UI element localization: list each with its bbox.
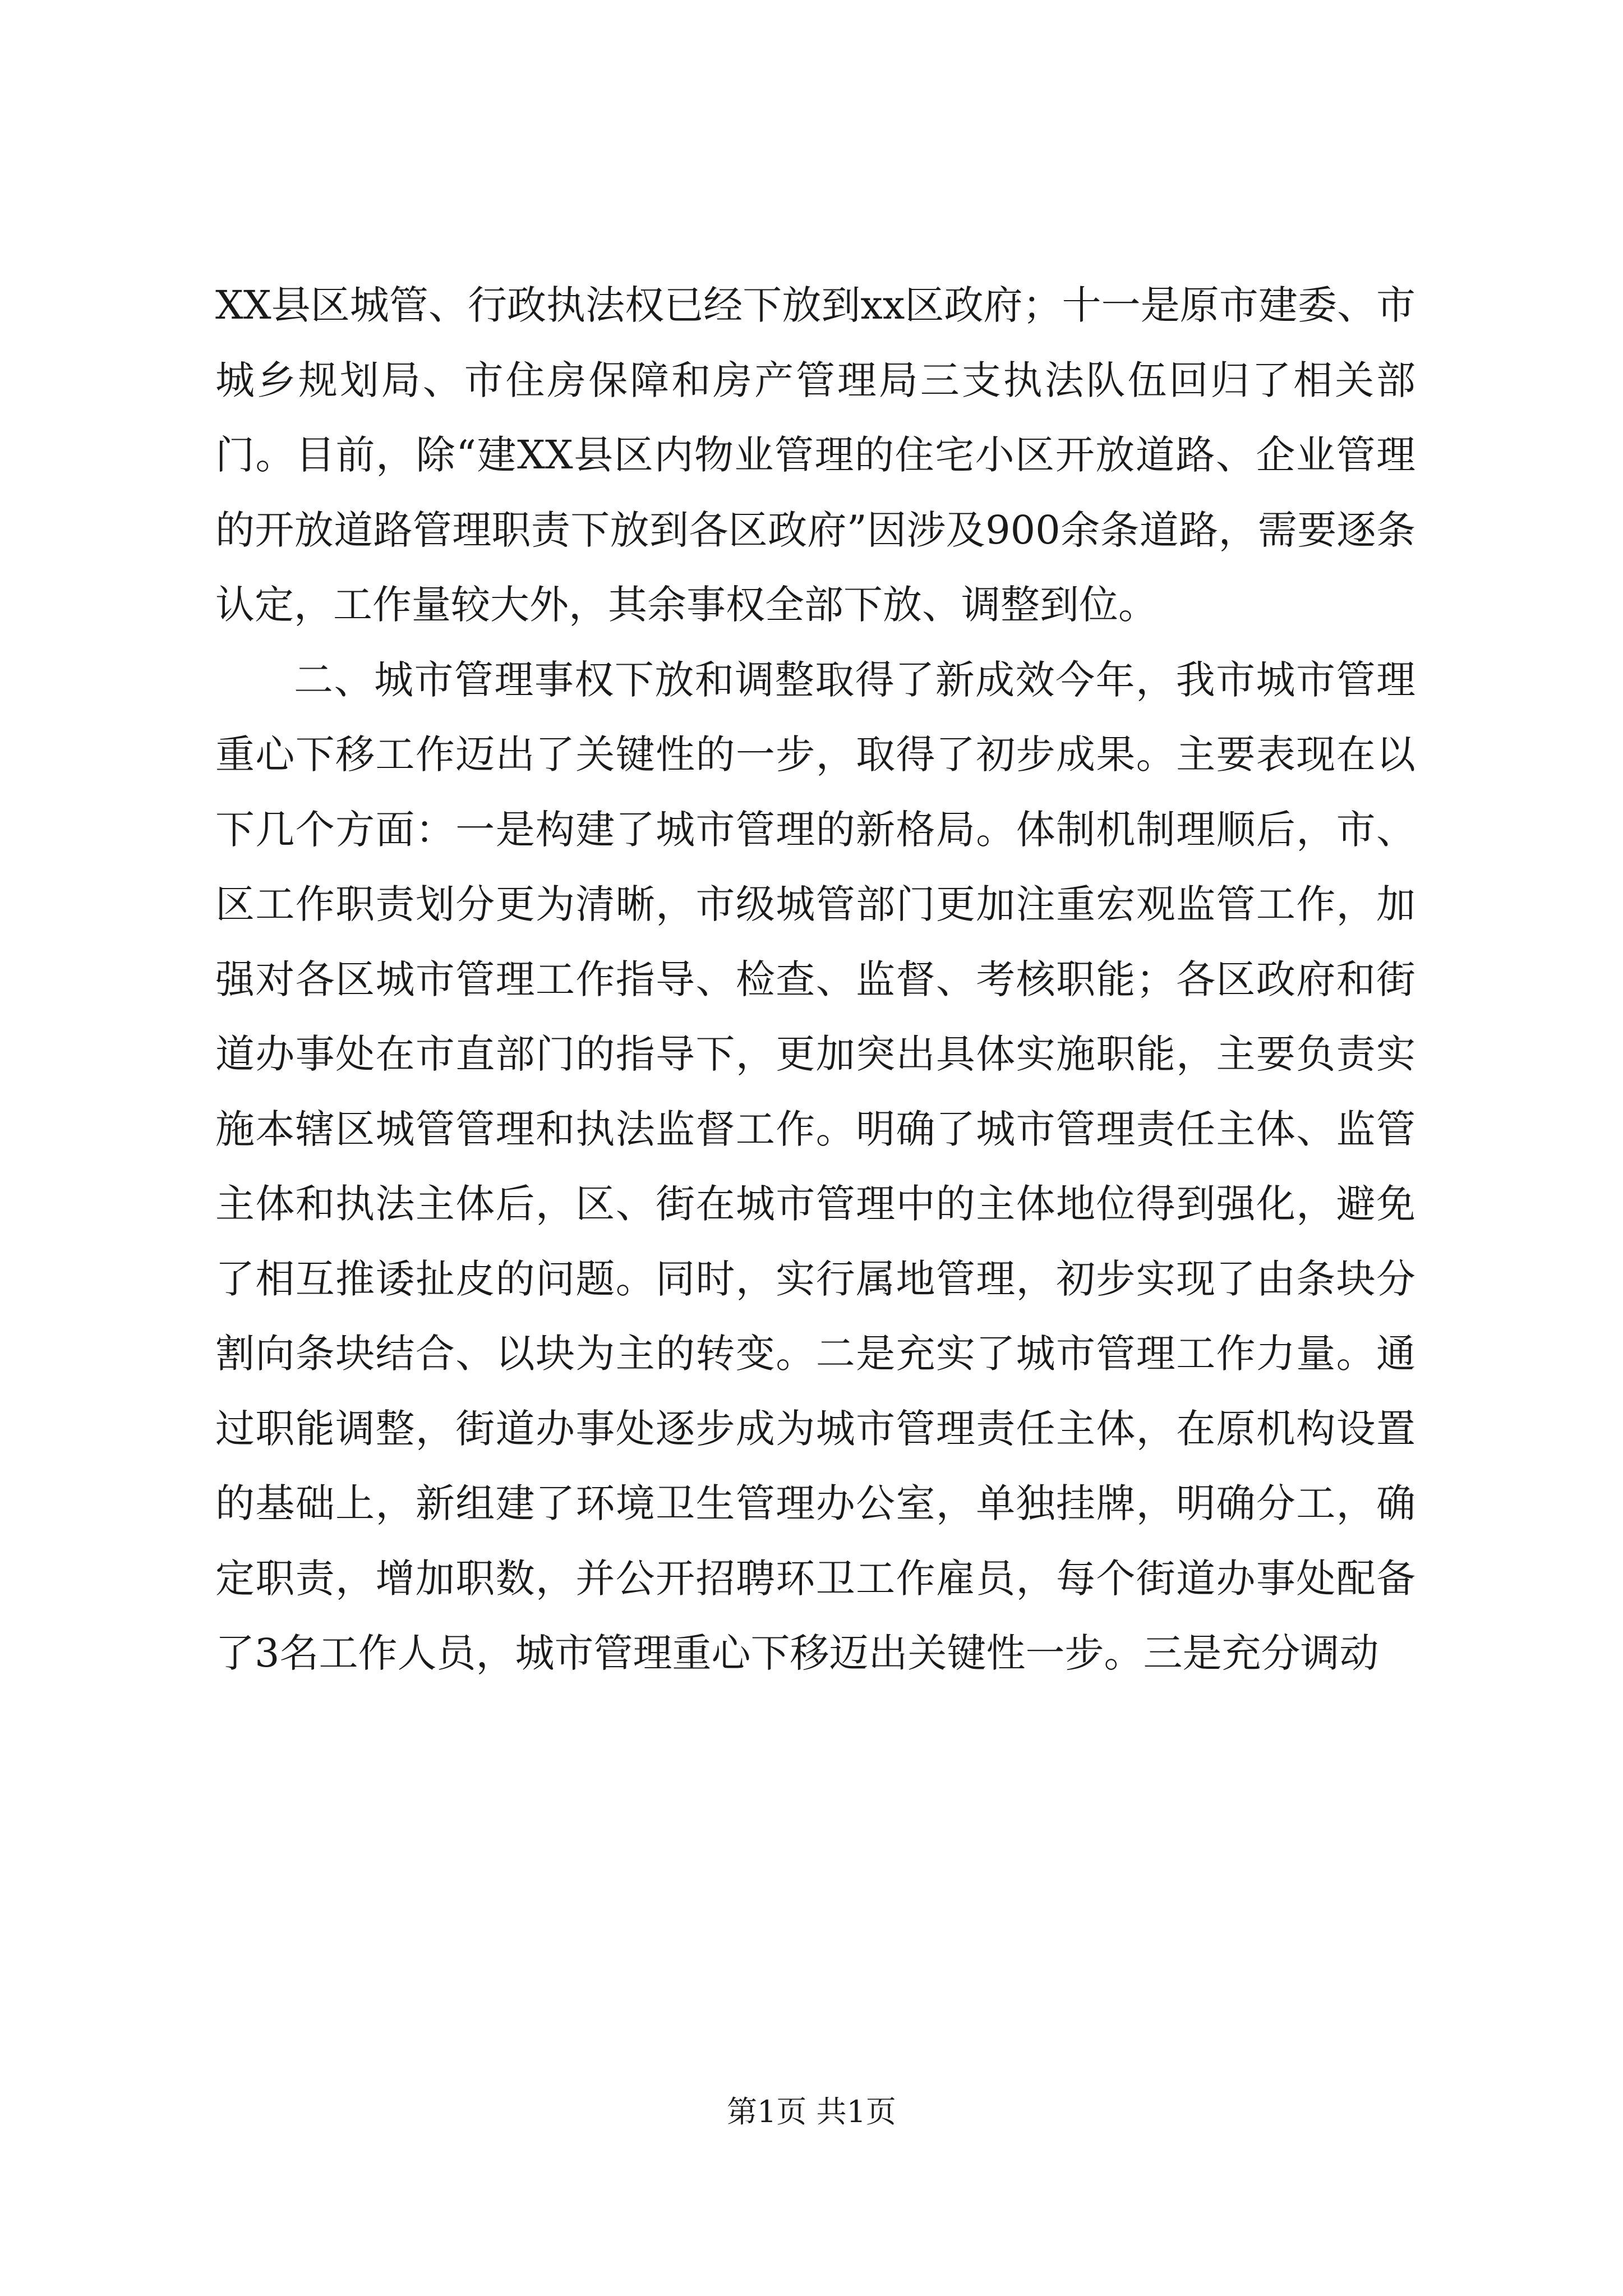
page-footer [0,2092,1623,2132]
page-number-label: 第1页 共1页 [727,2094,896,2129]
paragraph-continuation: XX县区城管、行政执法权已经下放到xx区政府；十一是原市建委、市城乡规划局、市住房保障和房产管理局三支执法队伍回归了相关部门。目前，除“建XX县区内物业管理的住宅小区开放道路、企业管理的开放道路管理职责下放到各区政府”因涉及900余条道路，需要逐条认定，工作量较大外，其余事权全部下放、调整到位。 [215,282,1415,628]
document-body [215,268,1415,1691]
paragraph-section-two: 二、城市管理事权下放和调整取得了新成效今年，我市城市管理重心下移工作迈出了关键性的一步，取得了初步成果。主要表现在以下几个方面：一是构建了城市管理的新格局。体制机制理顺后，市、区工作职责划分更为清晰，市级城管部门更加注重宏观监管工作，加强对各区城市管理工作指导、检查、监督、考核职能；各区政府和街道办事处在市直部门的指导下，更加突出具体实施职能，主要负责实施本辖区城管管理和执法监督工作。明确了城市管理责任主体、监管主体和执法主体后，区、街在城市管理中的主体地位得到强化，避免了相互推诿扯皮的问题。同时，实行属地管理，初步实现了由条块分割向条块结合、以块为主的转变。二是充实了城市管理工作力量。通过职能调整，街道办事处逐步成为城市管理责任主体，在原机构设置的基础上，新组建了环境卫生管理办公室，单独挂牌，明确分工，确定职责，增加职数，并公开招聘环卫工作雇员，每个街道办事处配备了3名工作人员，城市管理重心下移迈出关键性一步。三是充分调动 [215,656,1415,1676]
